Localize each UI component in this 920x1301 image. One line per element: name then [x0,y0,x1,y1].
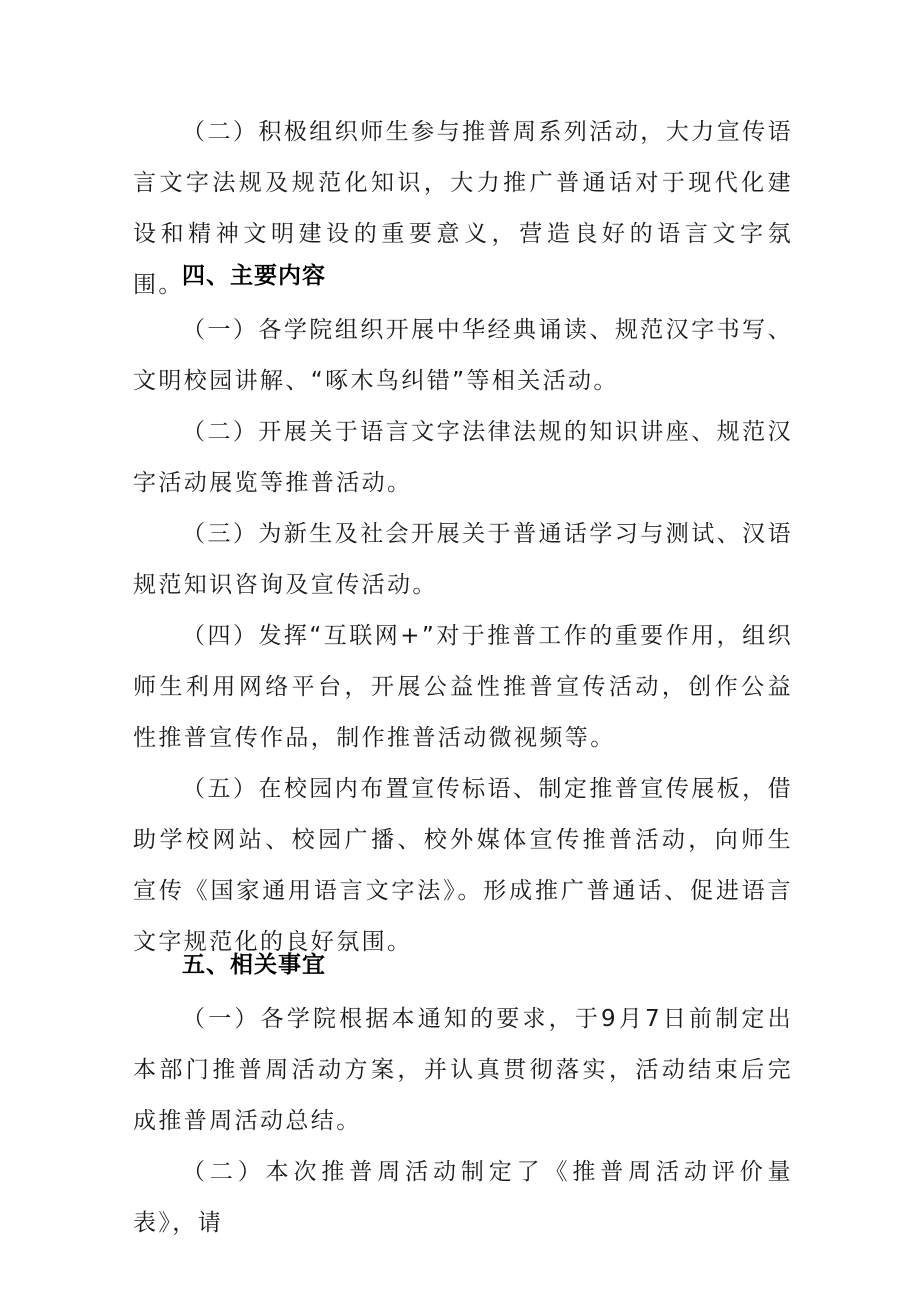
paragraph-goal-2: （二）积极组织师生参与推普周系列活动，大力宣传语言文字法规及规范化知识，大力推广普通话对于现代化建设和精神文明建设的重要意义，营造良好的语言文字氛围。 [133,119,793,298]
paragraph-content-1: （一）各学院组织开展中华经典诵读、规范汉字书写、文明校园讲解、“啄木鸟纠错”等相关活动。 [133,317,793,394]
paragraph-content-4: （四）发挥“互联网+”对于推普工作的重要作用，组织师生利用网络平台，开展公益性推普宣传活动，创作公益性推普宣传作品，制作推普活动微视频等。 [133,623,793,751]
paragraph-content-5: （五）在校园内布置宣传标语、制定推普宣传展板，借助学校网站、校园广播、校外媒体宣传推普活动，向师生宣传《国家通用语言文字法》。形成推广普通话、促进语言文字规范化的良好氛围。 [133,776,793,955]
paragraph-content-2: （二）开展关于语言文字法律法规的知识讲座、规范汉字活动展览等推普活动。 [133,419,793,496]
section-heading-related-matters: 五、相关事宜 [182,952,326,978]
section-heading-main-content: 四、主要内容 [182,263,326,289]
paragraph-content-3: （三）为新生及社会开展关于普通话学习与测试、汉语规范知识咨询及宣传活动。 [133,521,793,598]
paragraph-matters-1: （一）各学院根据本通知的要求，于9月7日前制定出本部门推普周活动方案，并认真贯彻落实，活动结束后完成推普周活动总结。 [133,1006,793,1134]
paragraph-matters-2: （二）本次推普周活动制定了《推普周活动评价量表》，请 [133,1159,793,1236]
